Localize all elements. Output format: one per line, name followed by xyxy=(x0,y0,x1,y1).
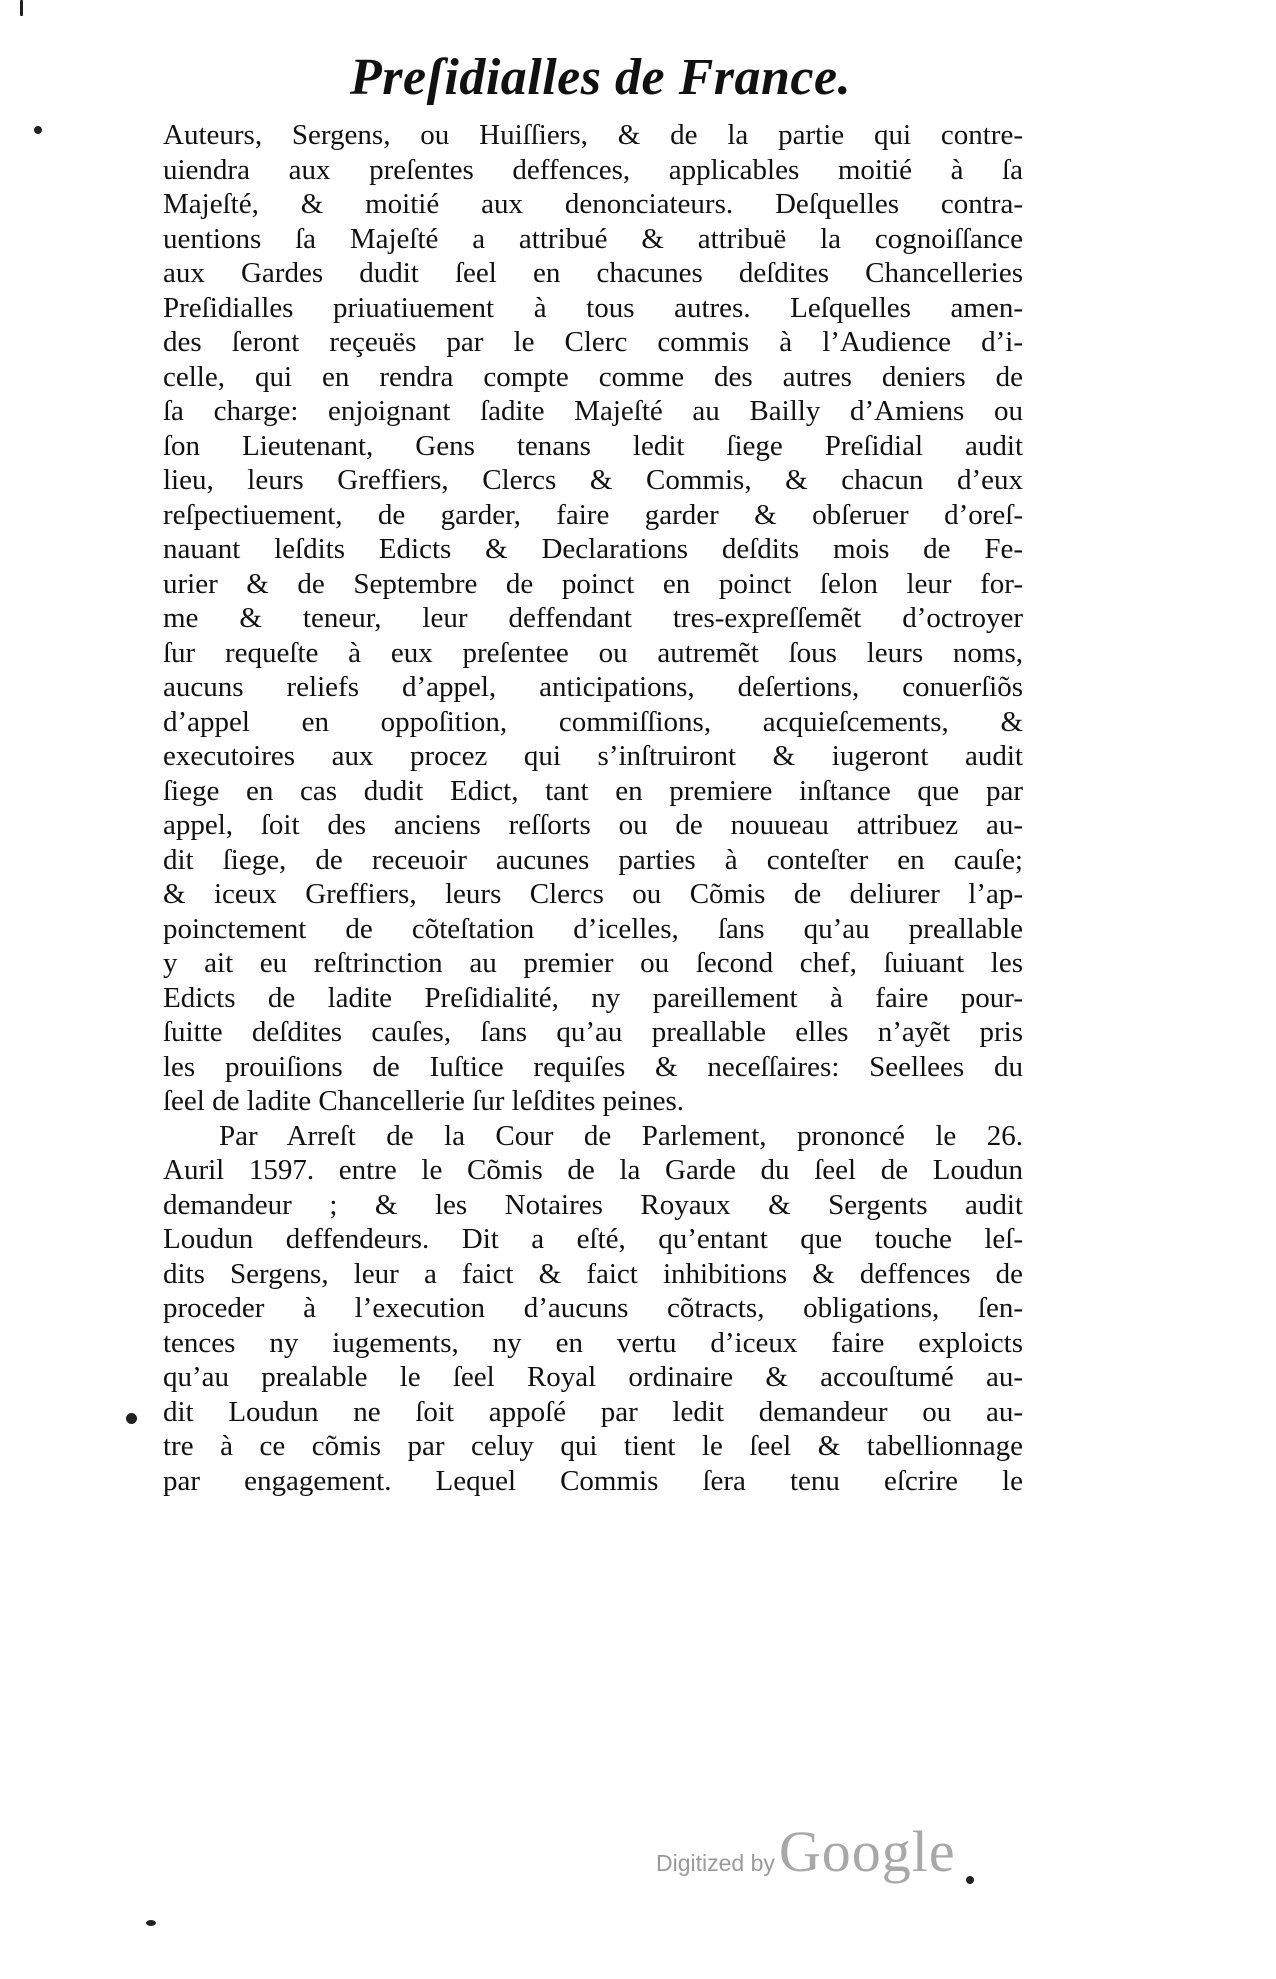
text-line: ſa charge: enjoignant ſadite Majeſté au Bailly d’Amiens ou xyxy=(163,395,1023,427)
text-line: dits Sergens, leur a faict & faict inhibitions & deffences de xyxy=(163,1257,1023,1290)
watermark-brand: Google xyxy=(778,1819,956,1884)
ink-speck xyxy=(34,126,42,134)
text-line: demandeur ; & les Notaires Royaux & Sergents audit xyxy=(163,1188,1023,1221)
text-line: ſeel de ladite Chancellerie ſur leſdites peines. xyxy=(163,1085,684,1117)
text-line: Preſidialles priuatiuement à tous autres. Leſquelles amen- xyxy=(163,291,1023,324)
ink-speck xyxy=(126,1413,137,1424)
text-line: par engagement. Lequel Commis ſera tenu eſcrire le xyxy=(163,1464,1023,1497)
text-line: dit Loudun ne ſoit appoſé par ledit demandeur ou au- xyxy=(163,1395,1023,1428)
text-line: nauant leſdits Edicts & Declarations deſdits mois de Fe- xyxy=(163,533,1023,565)
text-line: ſiege en cas dudit Edict, tant en premiere inſtance que par xyxy=(163,774,1023,807)
ink-speck xyxy=(966,1876,974,1884)
text-line: Edicts de ladite Preſidialité, ny pareillement à faire pour- xyxy=(163,981,1023,1014)
text-line: des ſeront reçeuës par le Clerc commis à l’Audience d’i- xyxy=(163,326,1023,358)
text-line: y ait eu reſtrinction au premier ou ſecond chef, ſuiuant les xyxy=(163,947,1023,979)
text-line: aucuns reliefs d’appel, anticipations, deſertions, conuerſiõs xyxy=(163,671,1023,703)
text-line: uiendra aux preſentes deffences, applicables moitié à ſa xyxy=(163,153,1023,186)
body-text xyxy=(163,118,1023,1498)
text-line: ſur requeſte à eux preſentee ou autremẽt ſous leurs noms, xyxy=(163,636,1023,669)
text-line: ſon Lieutenant, Gens tenans ledit ſiege Preſidial audit xyxy=(163,429,1023,462)
watermark-prefix: Digitized by xyxy=(656,1850,775,1876)
text-line: uentions ſa Majeſté a attribué & attribuë la cognoiſſance xyxy=(163,222,1023,255)
running-head: Preſidialles de France. xyxy=(350,49,852,106)
text-line: ſuitte deſdites cauſes, ſans qu’au preallable elles n’ayẽt pris xyxy=(163,1016,1023,1048)
text-line: poinctement de cõteſtation d’icelles, ſans qu’au preallable xyxy=(163,912,1023,945)
text-line: urier & de Septembre de poinct en poinct ſelon leur for- xyxy=(163,567,1023,600)
text-line: lieu, leurs Greffiers, Clercs & Commis, & chacun d’eux xyxy=(163,464,1023,496)
text-line: Auril 1597. entre le Cõmis de la Garde du ſeel de Loudun xyxy=(163,1154,1023,1186)
text-line: Par Arreſt de la Cour de Parlement, prononcé le 26. xyxy=(219,1119,1023,1152)
text-line: proceder à l’execution d’aucuns cõtracts, obligations, ſen- xyxy=(163,1292,1023,1324)
text-line: tre à ce cõmis par celuy qui tient le ſeel & tabellionnage xyxy=(163,1430,1023,1462)
text-line: & iceux Greffiers, leurs Clercs ou Cõmis de deliurer l’ap- xyxy=(163,878,1023,910)
text-line: aux Gardes dudit ſeel en chacunes deſdites Chancelleries xyxy=(163,257,1023,289)
text-line: me & teneur, leur deffendant tres-expreſſemẽt d’octroyer xyxy=(163,602,1023,634)
text-line: Majeſté, & moitié aux denonciateurs. Deſquelles contra- xyxy=(163,188,1023,220)
google-watermark xyxy=(656,1818,956,1885)
text-line: Loudun deffendeurs. Dit a eſté, qu’entant que touche leſ- xyxy=(163,1223,1023,1255)
text-line: les prouiſions de Iuſtice requiſes & neceſſaires: Seellees du xyxy=(163,1050,1023,1083)
text-line: Auteurs, Sergens, ou Huiſſiers, & de la partie qui contre- xyxy=(163,119,1023,151)
text-line: reſpectiuement, de garder, faire garder & obſeruer d’oreſ- xyxy=(163,498,1023,531)
text-line: d’appel en oppoſition, commiſſions, acquieſcements, & xyxy=(163,705,1023,738)
text-line: appel, ſoit des anciens reſſorts ou de nouueau attribuez au- xyxy=(163,809,1023,841)
ink-speck xyxy=(20,0,23,16)
text-line: qu’au prealable le ſeel Royal ordinaire & accouſtumé au- xyxy=(163,1361,1023,1393)
text-line: dit ſiege, de receuoir aucunes parties à conteſter en cauſe; xyxy=(163,843,1023,876)
text-line: executoires aux procez qui s’inſtruiront & iugeront audit xyxy=(163,740,1023,772)
text-line: tences ny iugements, ny en vertu d’iceux faire exploicts xyxy=(163,1326,1023,1359)
ink-speck xyxy=(146,1920,156,1926)
text-line: celle, qui en rendra compte comme des autres deniers de xyxy=(163,360,1023,393)
